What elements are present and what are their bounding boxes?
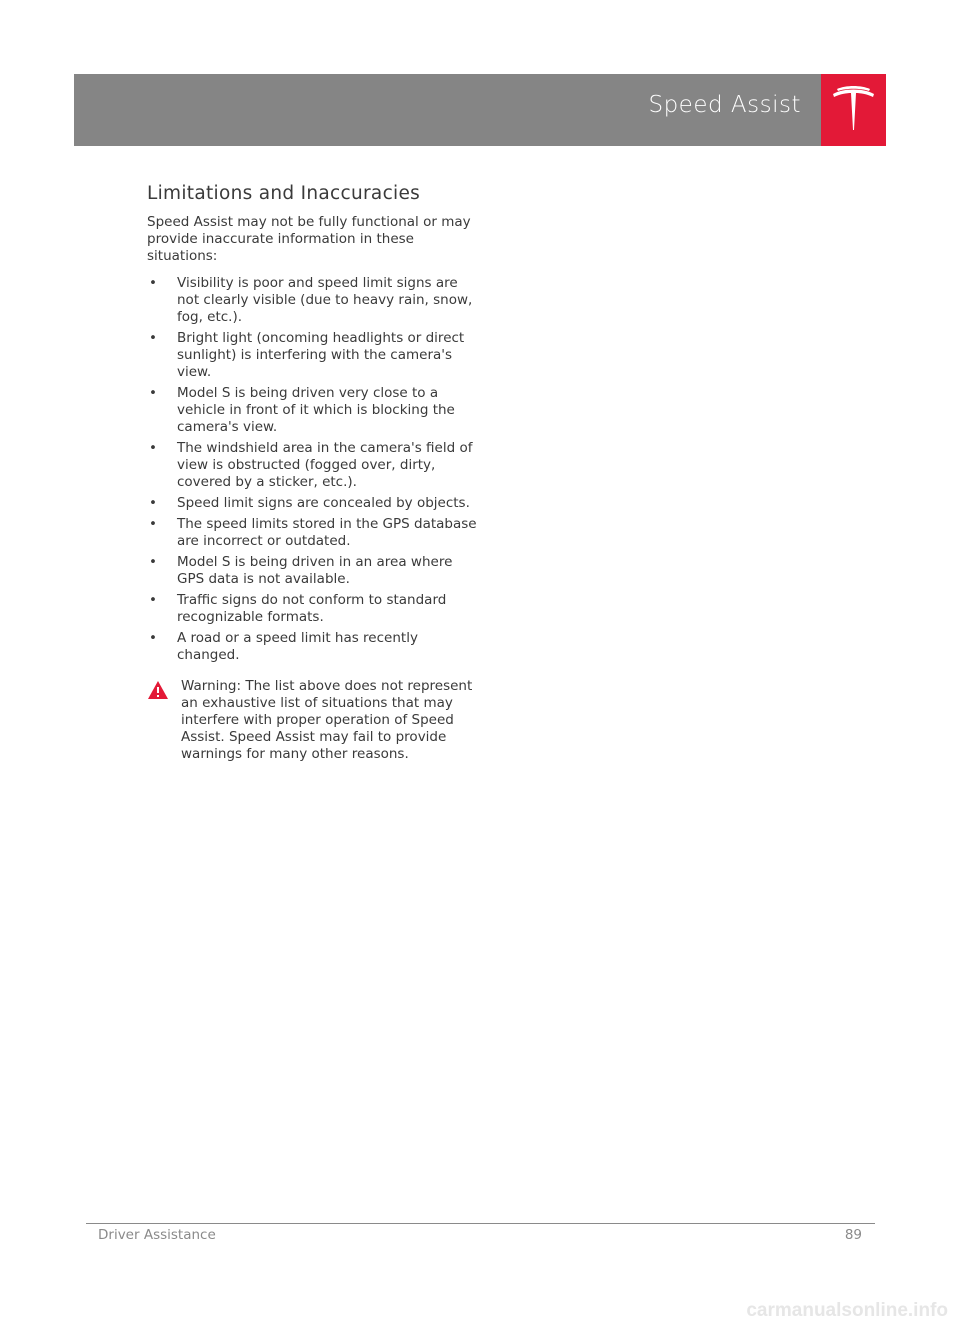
list-item-text: The windshield area in the camera's field of view is obstructed (fogged over, dirty, covered by a sticker, etc.).	[177, 440, 473, 490]
list-item	[147, 630, 482, 664]
list-item-text: Traffic signs do not conform to standard recognizable formats.	[177, 592, 447, 625]
list-item-text: Model S is being driven in an area where GPS data is not available.	[177, 554, 453, 587]
warning-triangle-icon	[147, 680, 169, 700]
list-item	[147, 592, 482, 626]
bullet-symbol: •	[149, 385, 157, 401]
bullet-symbol: •	[149, 440, 157, 456]
list-item-text: Visibility is poor and speed limit signs are not clearly visible (due to heavy rain, snow, fog, etc.).	[177, 275, 473, 325]
bullet-symbol: •	[149, 330, 157, 346]
brand-logo-box	[821, 74, 886, 146]
bullet-symbol: •	[149, 516, 157, 532]
list-item-text: Bright light (oncoming headlights or direct sunlight) is interfering with the camera's view.	[177, 330, 465, 380]
footer-section-name: Driver Assistance	[98, 1227, 216, 1243]
list-item-text: Model S is being driven very close to a vehicle in front of it which is blocking the camera's view.	[177, 385, 455, 435]
watermark-text: carmanualsonline.info	[746, 1300, 948, 1321]
bullet-symbol: •	[149, 630, 157, 646]
header-band	[74, 74, 821, 146]
list-item	[147, 495, 482, 512]
list-item-text: Speed limit signs are concealed by objects.	[177, 495, 470, 511]
bullet-symbol: •	[149, 275, 157, 291]
list-item	[147, 330, 482, 381]
limitations-list	[147, 275, 482, 664]
footer-divider	[86, 1223, 875, 1224]
tesla-logo-icon	[831, 86, 876, 134]
main-content	[147, 183, 482, 763]
list-item-text: The speed limits stored in the GPS database are incorrect or outdated.	[177, 516, 477, 549]
bullet-symbol: •	[149, 554, 157, 570]
list-item	[147, 516, 482, 550]
bullet-symbol: •	[149, 592, 157, 608]
list-item-text: A road or a speed limit has recently changed.	[177, 630, 418, 663]
intro-paragraph: Speed Assist may not be fully functional or may provide inaccurate information in these situations:	[147, 214, 471, 264]
warning-text: Warning: The list above does not represent an exhaustive list of situations that may interfere with proper operation of Speed Assist. Speed Assist may fail to provide warnings for many other reasons.	[181, 678, 473, 762]
list-item	[147, 275, 482, 326]
bullet-symbol: •	[149, 495, 157, 511]
page-number: 89	[844, 1227, 862, 1243]
warning-note	[147, 678, 482, 763]
page-title: Speed Assist	[648, 92, 801, 118]
list-item	[147, 385, 482, 436]
list-item	[147, 554, 482, 588]
list-item	[147, 440, 482, 491]
section-heading: Limitations and Inaccuracies	[147, 183, 421, 204]
